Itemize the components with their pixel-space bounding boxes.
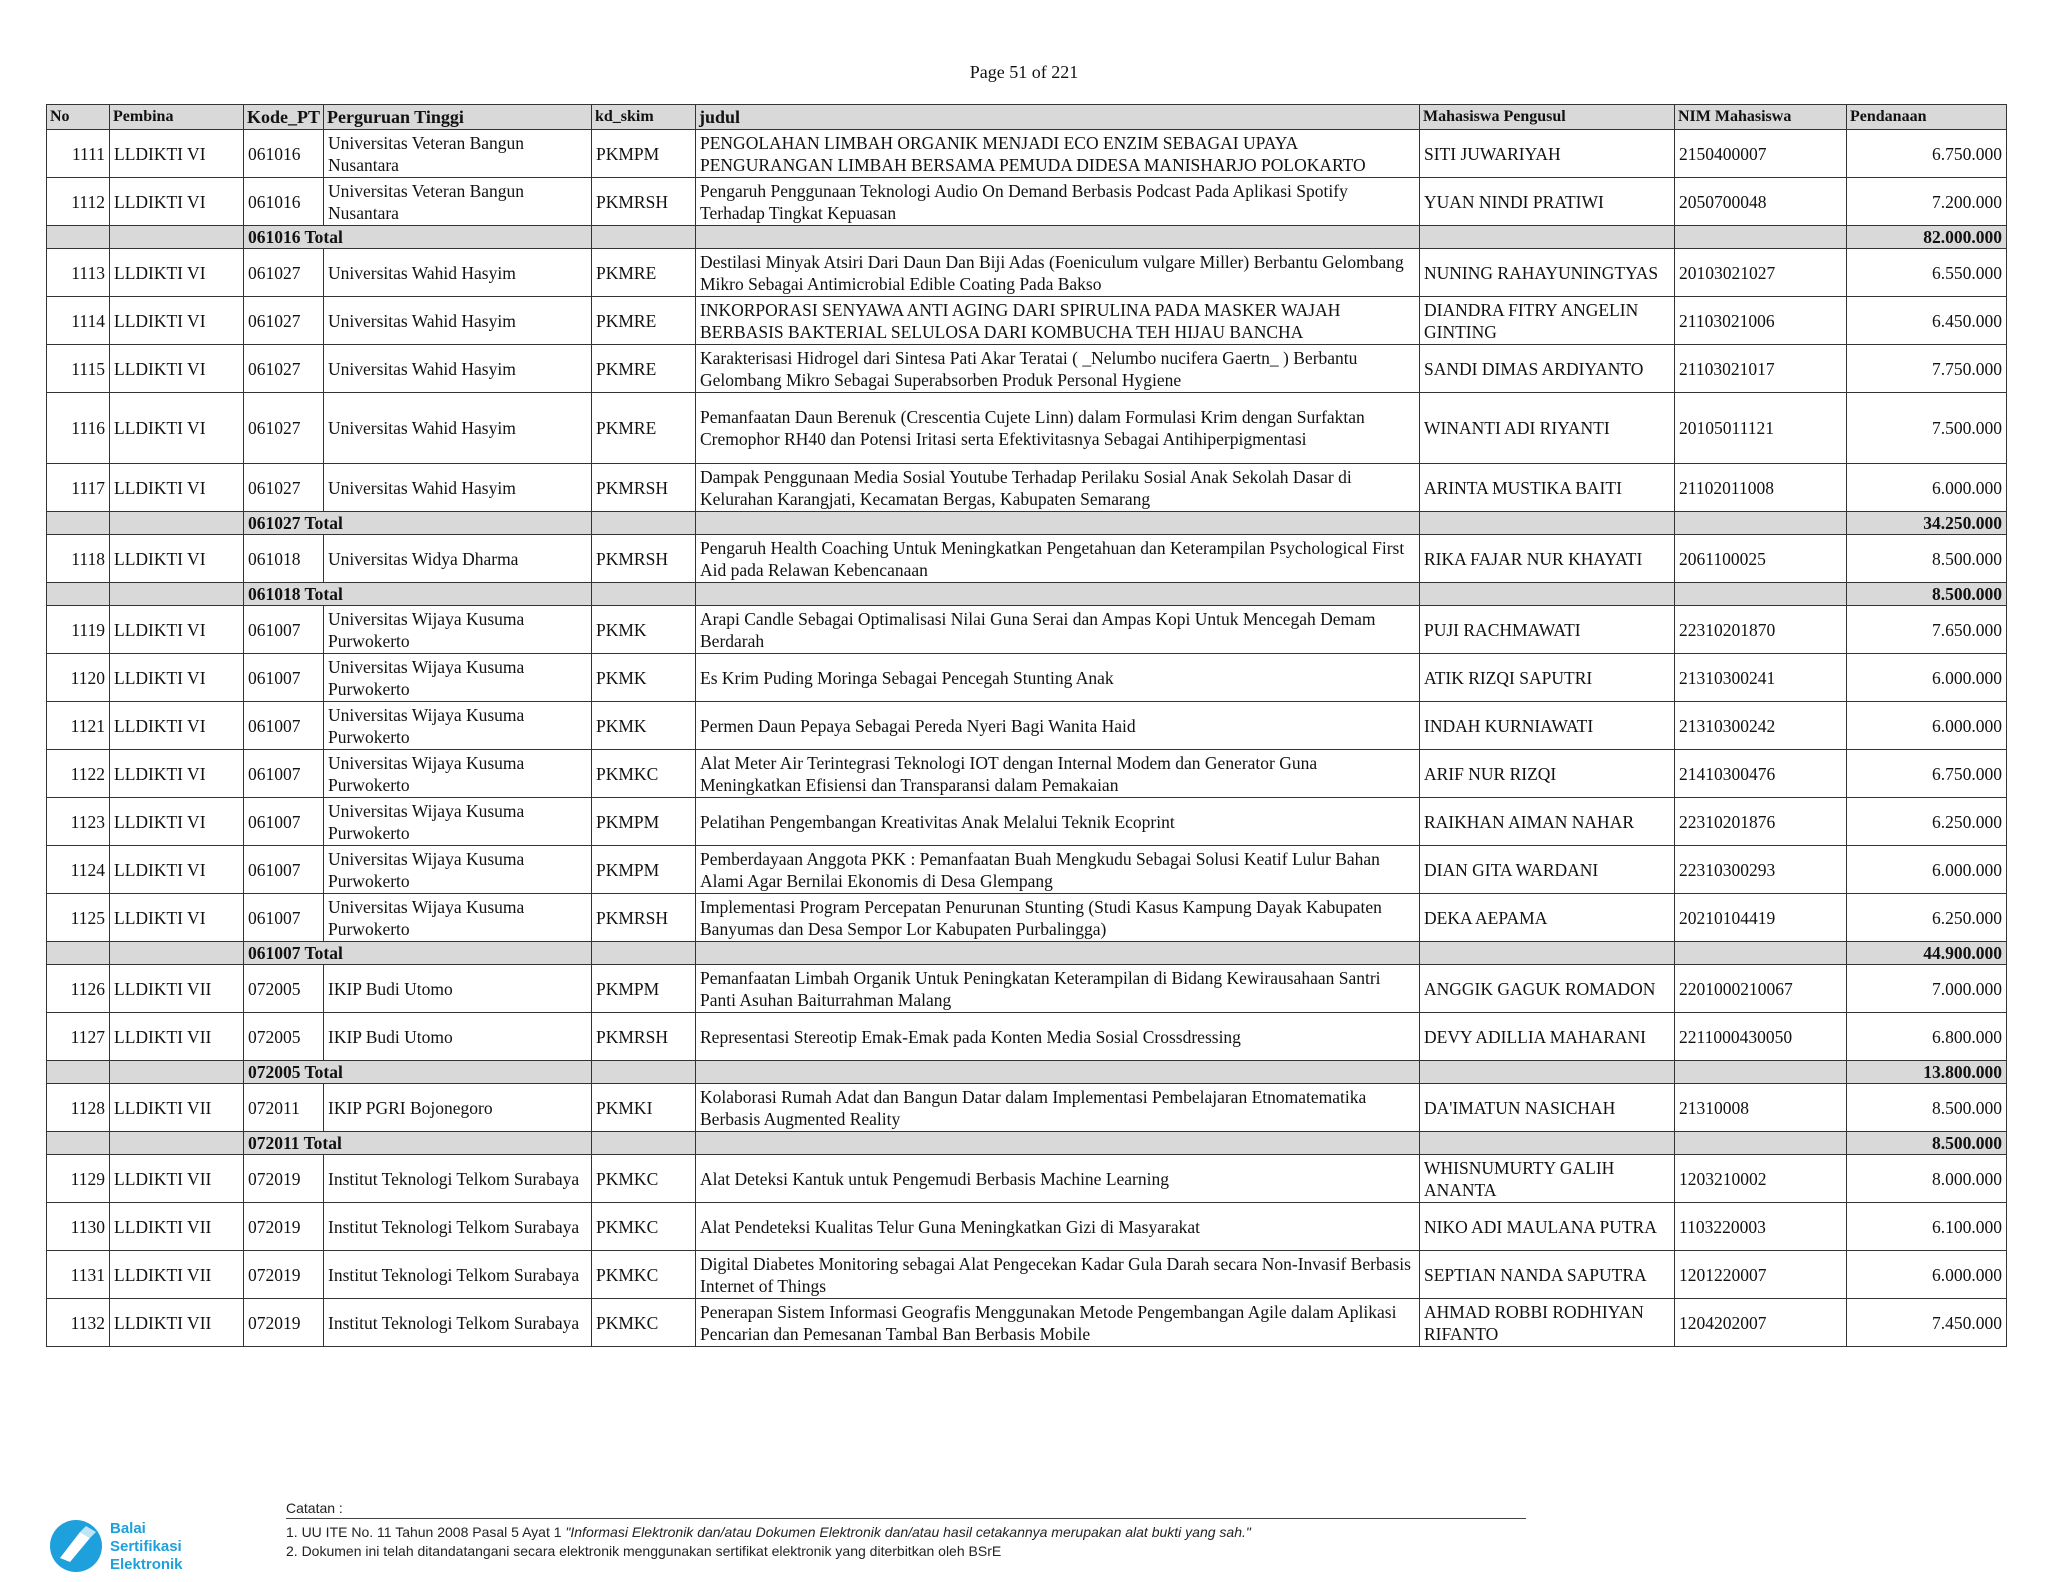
cell-mahasiswa: NUNING RAHAYUNINGTYAS <box>1420 249 1675 297</box>
cell-pembina: LLDIKTI VII <box>110 1251 244 1299</box>
cell-pendanaan: 6.100.000 <box>1847 1203 2007 1251</box>
cell-mahasiswa: ATIK RIZQI SAPUTRI <box>1420 654 1675 702</box>
cell-kode-pt: 061007 <box>244 798 324 846</box>
cell-empty <box>1420 226 1675 249</box>
cell-perguruan-tinggi: Universitas Wahid Hasyim <box>324 297 592 345</box>
cell-no: 1118 <box>47 535 110 583</box>
cell-judul: Es Krim Puding Moringa Sebagai Pencegah Stunting Anak <box>696 654 1420 702</box>
subtotal-label: 061018 Total <box>244 583 592 606</box>
cell-kd-skim: PKMKC <box>592 1251 696 1299</box>
cell-perguruan-tinggi: Universitas Wijaya Kusuma Purwokerto <box>324 894 592 942</box>
cell-empty <box>696 512 1420 535</box>
cell-judul: Pelatihan Pengembangan Kreativitas Anak Melalui Teknik Ecoprint <box>696 798 1420 846</box>
table-row <box>47 130 2007 178</box>
subtotal-label: 072011 Total <box>244 1132 592 1155</box>
cell-pembina: LLDIKTI VI <box>110 798 244 846</box>
cell-perguruan-tinggi: Universitas Wijaya Kusuma Purwokerto <box>324 606 592 654</box>
table-row <box>47 1251 2007 1299</box>
cell-pendanaan: 7.650.000 <box>1847 606 2007 654</box>
cell-judul: Representasi Stereotip Emak-Emak pada Konten Media Sosial Crossdressing <box>696 1013 1420 1061</box>
subtotal-label: 061007 Total <box>244 942 592 965</box>
cell-pembina: LLDIKTI VI <box>110 178 244 226</box>
cell-no: 1123 <box>47 798 110 846</box>
cell-empty <box>110 1061 244 1084</box>
subtotal-row <box>47 226 2007 249</box>
subtotal-amount: 8.500.000 <box>1847 1132 2007 1155</box>
cell-perguruan-tinggi: Universitas Wijaya Kusuma Purwokerto <box>324 750 592 798</box>
table-row <box>47 1203 2007 1251</box>
cell-pembina: LLDIKTI VI <box>110 702 244 750</box>
cell-nim: 22310300293 <box>1675 846 1847 894</box>
cell-empty <box>1675 226 1847 249</box>
cell-judul: INKORPORASI SENYAWA ANTI AGING DARI SPIRULINA PADA MASKER WAJAH BERBASIS BAKTERIAL SELULOSA DARI KOMBUCHA TEH HIJAU BANCHA <box>696 297 1420 345</box>
cell-pendanaan: 7.000.000 <box>1847 965 2007 1013</box>
cell-nim: 20210104419 <box>1675 894 1847 942</box>
cell-empty <box>47 583 110 606</box>
subtotal-label: 061027 Total <box>244 512 592 535</box>
cell-empty <box>1420 1061 1675 1084</box>
cell-kode-pt: 072011 <box>244 1084 324 1132</box>
subtotal-amount: 13.800.000 <box>1847 1061 2007 1084</box>
cell-pendanaan: 6.000.000 <box>1847 1251 2007 1299</box>
cell-perguruan-tinggi: Universitas Veteran Bangun Nusantara <box>324 130 592 178</box>
cell-mahasiswa: DA'IMATUN NASICHAH <box>1420 1084 1675 1132</box>
cell-kode-pt: 061007 <box>244 750 324 798</box>
cell-kode-pt: 061007 <box>244 606 324 654</box>
cell-empty <box>696 583 1420 606</box>
cell-no: 1124 <box>47 846 110 894</box>
cell-empty <box>1420 942 1675 965</box>
cell-no: 1128 <box>47 1084 110 1132</box>
cell-kode-pt: 061016 <box>244 130 324 178</box>
cell-empty <box>110 583 244 606</box>
cell-no: 1114 <box>47 297 110 345</box>
cell-kd-skim: PKMKC <box>592 750 696 798</box>
cell-kode-pt: 061027 <box>244 297 324 345</box>
table-row <box>47 1299 2007 1347</box>
cell-judul: Pemberdayaan Anggota PKK : Pemanfaatan Buah Mengkudu Sebagai Solusi Keatif Lulur Bahan Alami Agar Bernilai Ekonomis di Desa Glempang <box>696 846 1420 894</box>
subtotal-row <box>47 583 2007 606</box>
cell-judul: Pemanfaatan Limbah Organik Untuk Peningkatan Keterampilan di Bidang Kewirausahaan Santri Panti Asuhan Baiturrahman Malang <box>696 965 1420 1013</box>
cell-mahasiswa: ARIF NUR RIZQI <box>1420 750 1675 798</box>
table-row <box>47 606 2007 654</box>
cell-empty <box>47 1132 110 1155</box>
cell-pembina: LLDIKTI VI <box>110 654 244 702</box>
pen-nib-icon <box>50 1520 102 1572</box>
cell-nim: 21310300242 <box>1675 702 1847 750</box>
cell-empty <box>1420 1132 1675 1155</box>
cell-pendanaan: 6.000.000 <box>1847 846 2007 894</box>
cell-nim: 21103021006 <box>1675 297 1847 345</box>
cell-mahasiswa: WINANTI ADI RIYANTI <box>1420 393 1675 464</box>
cell-perguruan-tinggi: Universitas Wijaya Kusuma Purwokerto <box>324 846 592 894</box>
cell-empty <box>1675 1132 1847 1155</box>
cell-empty <box>110 512 244 535</box>
table-row <box>47 654 2007 702</box>
table-header-row <box>47 105 2007 130</box>
cell-nim: 20103021027 <box>1675 249 1847 297</box>
notes-heading: Catatan : <box>286 1500 1526 1519</box>
cell-perguruan-tinggi: IKIP Budi Utomo <box>324 1013 592 1061</box>
cell-pembina: LLDIKTI VI <box>110 393 244 464</box>
subtotal-amount: 34.250.000 <box>1847 512 2007 535</box>
cell-kode-pt: 061018 <box>244 535 324 583</box>
table-row <box>47 345 2007 393</box>
page-number: Page 51 of 221 <box>969 62 1079 82</box>
table-row <box>47 535 2007 583</box>
cell-kd-skim: PKMRSH <box>592 1013 696 1061</box>
cell-pembina: LLDIKTI VI <box>110 894 244 942</box>
cell-kd-skim: PKMRSH <box>592 178 696 226</box>
cell-kode-pt: 061007 <box>244 894 324 942</box>
cell-mahasiswa: SEPTIAN NANDA SAPUTRA <box>1420 1251 1675 1299</box>
cell-no: 1129 <box>47 1155 110 1203</box>
cell-perguruan-tinggi: Universitas Wahid Hasyim <box>324 393 592 464</box>
cell-pembina: LLDIKTI VI <box>110 535 244 583</box>
cell-pembina: LLDIKTI VI <box>110 750 244 798</box>
cell-kd-skim: PKMKI <box>592 1084 696 1132</box>
cell-empty <box>696 942 1420 965</box>
table-row <box>47 1013 2007 1061</box>
cell-judul: Pemanfaatan Daun Berenuk (Crescentia Cujete Linn) dalam Formulasi Krim dengan Surfaktan Cremophor RH40 dan Potensi Iritasi serta Efektivitasnya Sebagai Antihiperpigmentasi <box>696 393 1420 464</box>
cell-pendanaan: 6.750.000 <box>1847 750 2007 798</box>
logo-line-3: Elektronik <box>110 1556 183 1573</box>
bsre-logo <box>46 1514 246 1574</box>
cell-kode-pt: 072019 <box>244 1155 324 1203</box>
cell-pembina: LLDIKTI VI <box>110 606 244 654</box>
cell-nim: 2150400007 <box>1675 130 1847 178</box>
cell-kode-pt: 072019 <box>244 1251 324 1299</box>
data-table <box>46 104 2007 1347</box>
note-2: 2. Dokumen ini telah ditandatangani secara elektronik menggunakan sertifikat elektronik yang diterbitkan oleh BSrE <box>286 1543 1002 1559</box>
subtotal-row <box>47 1061 2007 1084</box>
col-header-kode-pt: Kode_PT <box>244 105 324 130</box>
cell-mahasiswa: SANDI DIMAS ARDIYANTO <box>1420 345 1675 393</box>
cell-pendanaan: 8.000.000 <box>1847 1155 2007 1203</box>
cell-pembina: LLDIKTI VI <box>110 846 244 894</box>
cell-empty <box>1420 583 1675 606</box>
cell-empty <box>592 1061 696 1084</box>
cell-kd-skim: PKMKC <box>592 1203 696 1251</box>
cell-nim: 2201000210067 <box>1675 965 1847 1013</box>
cell-nim: 21410300476 <box>1675 750 1847 798</box>
cell-judul: PENGOLAHAN LIMBAH ORGANIK MENJADI ECO ENZIM SEBAGAI UPAYA PENGURANGAN LIMBAH BERSAMA PEMUDA DIDESA MANISHARJO POLOKARTO <box>696 130 1420 178</box>
cell-no: 1130 <box>47 1203 110 1251</box>
cell-judul: Dampak Penggunaan Media Sosial Youtube Terhadap Perilaku Sosial Anak Sekolah Dasar di Kelurahan Karangjati, Kecamatan Bergas, Kabupaten Semarang <box>696 464 1420 512</box>
table-row <box>47 702 2007 750</box>
cell-judul: Permen Daun Pepaya Sebagai Pereda Nyeri Bagi Wanita Haid <box>696 702 1420 750</box>
cell-empty <box>592 942 696 965</box>
cell-no: 1122 <box>47 750 110 798</box>
cell-judul: Karakterisasi Hidrogel dari Sintesa Pati Akar Teratai ( _Nelumbo nucifera Gaertn_ ) Berbantu Gelombang Mikro Sebagai Superabsorben Produk Personal Hygiene <box>696 345 1420 393</box>
cell-pendanaan: 6.250.000 <box>1847 894 2007 942</box>
cell-kode-pt: 061027 <box>244 249 324 297</box>
subtotal-amount: 82.000.000 <box>1847 226 2007 249</box>
cell-kd-skim: PKMK <box>592 606 696 654</box>
subtotal-row <box>47 1132 2007 1155</box>
cell-pendanaan: 8.500.000 <box>1847 535 2007 583</box>
cell-kode-pt: 061007 <box>244 702 324 750</box>
cell-pembina: LLDIKTI VI <box>110 345 244 393</box>
table-row <box>47 393 2007 464</box>
cell-mahasiswa: RAIKHAN AIMAN NAHAR <box>1420 798 1675 846</box>
cell-kd-skim: PKMRE <box>592 393 696 464</box>
cell-empty <box>696 1061 1420 1084</box>
cell-kd-skim: PKMRSH <box>592 464 696 512</box>
cell-kd-skim: PKMRE <box>592 297 696 345</box>
cell-empty <box>592 226 696 249</box>
table-row <box>47 750 2007 798</box>
cell-kode-pt: 072005 <box>244 1013 324 1061</box>
col-header-pembina: Pembina <box>110 105 244 130</box>
cell-kd-skim: PKMK <box>592 702 696 750</box>
cell-no: 1119 <box>47 606 110 654</box>
cell-empty <box>696 1132 1420 1155</box>
cell-no: 1121 <box>47 702 110 750</box>
cell-pendanaan: 7.200.000 <box>1847 178 2007 226</box>
cell-nim: 2061100025 <box>1675 535 1847 583</box>
cell-perguruan-tinggi: Institut Teknologi Telkom Surabaya <box>324 1251 592 1299</box>
cell-perguruan-tinggi: Institut Teknologi Telkom Surabaya <box>324 1155 592 1203</box>
table-row <box>47 1084 2007 1132</box>
cell-perguruan-tinggi: Universitas Wahid Hasyim <box>324 249 592 297</box>
cell-judul: Destilasi Minyak Atsiri Dari Daun Dan Biji Adas (Foeniculum vulgare Miller) Berbantu Gelombang Mikro Sebagai Antimicrobial Edible Coating Pada Bakso <box>696 249 1420 297</box>
cell-mahasiswa: ARINTA MUSTIKA BAITI <box>1420 464 1675 512</box>
cell-pembina: LLDIKTI VII <box>110 965 244 1013</box>
cell-mahasiswa: INDAH KURNIAWATI <box>1420 702 1675 750</box>
note-1 <box>286 1523 1526 1542</box>
col-header-nim: NIM Mahasiswa <box>1675 105 1847 130</box>
cell-no: 1131 <box>47 1251 110 1299</box>
cell-empty <box>110 942 244 965</box>
cell-judul: Implementasi Program Percepatan Penurunan Stunting (Studi Kasus Kampung Dayak Kabupaten Banyumas dan Desa Sempor Lor Kabupaten Purbalingga) <box>696 894 1420 942</box>
cell-kd-skim: PKMRE <box>592 249 696 297</box>
cell-mahasiswa: RIKA FAJAR NUR KHAYATI <box>1420 535 1675 583</box>
cell-empty <box>592 512 696 535</box>
cell-mahasiswa: NIKO ADI MAULANA PUTRA <box>1420 1203 1675 1251</box>
cell-kode-pt: 061027 <box>244 345 324 393</box>
cell-kode-pt: 072019 <box>244 1299 324 1347</box>
subtotal-amount: 8.500.000 <box>1847 583 2007 606</box>
cell-pendanaan: 7.450.000 <box>1847 1299 2007 1347</box>
cell-judul: Alat Meter Air Terintegrasi Teknologi IOT dengan Internal Modem dan Generator Guna Meningkatkan Efisiensi dan Transparansi dalam Pemakaian <box>696 750 1420 798</box>
cell-pendanaan: 8.500.000 <box>1847 1084 2007 1132</box>
cell-empty <box>1675 1061 1847 1084</box>
col-header-judul: judul <box>696 105 1420 130</box>
cell-empty <box>1675 583 1847 606</box>
cell-mahasiswa: DEKA AEPAMA <box>1420 894 1675 942</box>
cell-pembina: LLDIKTI VII <box>110 1203 244 1251</box>
cell-pembina: LLDIKTI VII <box>110 1155 244 1203</box>
cell-no: 1132 <box>47 1299 110 1347</box>
cell-kode-pt: 072019 <box>244 1203 324 1251</box>
cell-no: 1113 <box>47 249 110 297</box>
cell-kd-skim: PKMPM <box>592 130 696 178</box>
cell-no: 1126 <box>47 965 110 1013</box>
cell-kode-pt: 061007 <box>244 654 324 702</box>
cell-empty <box>47 226 110 249</box>
subtotal-label: 061016 Total <box>244 226 592 249</box>
cell-no: 1125 <box>47 894 110 942</box>
cell-nim: 1203210002 <box>1675 1155 1847 1203</box>
cell-mahasiswa: YUAN NINDI PRATIWI <box>1420 178 1675 226</box>
cell-nim: 21310008 <box>1675 1084 1847 1132</box>
cell-kode-pt: 072005 <box>244 965 324 1013</box>
col-header-kd-skim: kd_skim <box>592 105 696 130</box>
cell-pembina: LLDIKTI VII <box>110 1299 244 1347</box>
cell-nim: 22310201870 <box>1675 606 1847 654</box>
cell-nim: 21102011008 <box>1675 464 1847 512</box>
cell-mahasiswa: AHMAD ROBBI RODHIYAN RIFANTO <box>1420 1299 1675 1347</box>
cell-kode-pt: 061027 <box>244 464 324 512</box>
footer <box>46 1500 1646 1580</box>
cell-perguruan-tinggi: Universitas Veteran Bangun Nusantara <box>324 178 592 226</box>
logo-line-2: Sertifikasi <box>110 1538 182 1555</box>
table-row <box>47 1155 2007 1203</box>
cell-no: 1111 <box>47 130 110 178</box>
cell-perguruan-tinggi: Universitas Wijaya Kusuma Purwokerto <box>324 654 592 702</box>
cell-perguruan-tinggi: Institut Teknologi Telkom Surabaya <box>324 1299 592 1347</box>
cell-judul: Arapi Candle Sebagai Optimalisasi Nilai Guna Serai dan Ampas Kopi Untuk Mencegah Demam Berdarah <box>696 606 1420 654</box>
table-row <box>47 965 2007 1013</box>
cell-pembina: LLDIKTI VII <box>110 1084 244 1132</box>
cell-pendanaan: 6.750.000 <box>1847 130 2007 178</box>
col-header-mahasiswa: Mahasiswa Pengusul <box>1420 105 1675 130</box>
cell-no: 1120 <box>47 654 110 702</box>
cell-judul: Alat Pendeteksi Kualitas Telur Guna Meningkatkan Gizi di Masyarakat <box>696 1203 1420 1251</box>
cell-mahasiswa: DEVY ADILLIA MAHARANI <box>1420 1013 1675 1061</box>
note-1-prefix: 1. UU ITE No. 11 Tahun 2008 Pasal 5 Ayat 1 <box>286 1524 566 1540</box>
cell-perguruan-tinggi: Institut Teknologi Telkom Surabaya <box>324 1203 592 1251</box>
cell-judul: Digital Diabetes Monitoring sebagai Alat Pengecekan Kadar Gula Darah secara Non-Invasif Berbasis Internet of Things <box>696 1251 1420 1299</box>
table-row <box>47 464 2007 512</box>
logo-line-1: Balai <box>110 1520 146 1537</box>
cell-empty <box>110 226 244 249</box>
cell-empty <box>592 583 696 606</box>
cell-pembina: LLDIKTI VI <box>110 464 244 512</box>
col-header-pendanaan: Pendanaan <box>1847 105 2007 130</box>
cell-kd-skim: PKMKC <box>592 1299 696 1347</box>
subtotal-row <box>47 512 2007 535</box>
cell-pendanaan: 6.250.000 <box>1847 798 2007 846</box>
cell-kd-skim: PKMRSH <box>592 894 696 942</box>
cell-mahasiswa: WHISNUMURTY GALIH ANANTA <box>1420 1155 1675 1203</box>
cell-empty <box>47 512 110 535</box>
table-row <box>47 846 2007 894</box>
cell-judul: Pengaruh Penggunaan Teknologi Audio On Demand Berbasis Podcast Pada Aplikasi Spotify Terhadap Tingkat Kepuasan <box>696 178 1420 226</box>
cell-kd-skim: PKMPM <box>592 965 696 1013</box>
col-header-perguruan-tinggi: Perguruan Tinggi <box>324 105 592 130</box>
cell-nim: 2211000430050 <box>1675 1013 1847 1061</box>
notes <box>286 1500 1526 1561</box>
cell-pembina: LLDIKTI VI <box>110 297 244 345</box>
cell-mahasiswa: PUJI RACHMAWATI <box>1420 606 1675 654</box>
cell-pembina: LLDIKTI VI <box>110 249 244 297</box>
cell-judul: Alat Deteksi Kantuk untuk Pengemudi Berbasis Machine Learning <box>696 1155 1420 1203</box>
cell-kd-skim: PKMKC <box>592 1155 696 1203</box>
cell-judul: Penerapan Sistem Informasi Geografis Menggunakan Metode Pengembangan Agile dalam Aplikasi Pencarian dan Pemesanan Tambal Ban Berbasis Mobile <box>696 1299 1420 1347</box>
subtotal-amount: 44.900.000 <box>1847 942 2007 965</box>
cell-mahasiswa: DIANDRA FITRY ANGELIN GINTING <box>1420 297 1675 345</box>
col-header-no: No <box>47 105 110 130</box>
cell-kd-skim: PKMRSH <box>592 535 696 583</box>
cell-kode-pt: 061016 <box>244 178 324 226</box>
cell-kd-skim: PKMK <box>592 654 696 702</box>
cell-nim: 22310201876 <box>1675 798 1847 846</box>
cell-kd-skim: PKMPM <box>592 846 696 894</box>
table-row <box>47 798 2007 846</box>
cell-empty <box>696 226 1420 249</box>
cell-pendanaan: 7.500.000 <box>1847 393 2007 464</box>
cell-pendanaan: 6.000.000 <box>1847 464 2007 512</box>
cell-nim: 21310300241 <box>1675 654 1847 702</box>
cell-nim: 20105011121 <box>1675 393 1847 464</box>
subtotal-label: 072005 Total <box>244 1061 592 1084</box>
cell-kode-pt: 061027 <box>244 393 324 464</box>
cell-nim: 2050700048 <box>1675 178 1847 226</box>
cell-mahasiswa: SITI JUWARIYAH <box>1420 130 1675 178</box>
cell-no: 1117 <box>47 464 110 512</box>
cell-pendanaan: 6.800.000 <box>1847 1013 2007 1061</box>
table-row <box>47 894 2007 942</box>
cell-pendanaan: 6.000.000 <box>1847 702 2007 750</box>
cell-empty <box>47 1061 110 1084</box>
cell-perguruan-tinggi: IKIP Budi Utomo <box>324 965 592 1013</box>
cell-empty <box>47 942 110 965</box>
cell-nim: 21103021017 <box>1675 345 1847 393</box>
cell-no: 1127 <box>47 1013 110 1061</box>
cell-pembina: LLDIKTI VII <box>110 1013 244 1061</box>
cell-pendanaan: 6.450.000 <box>1847 297 2007 345</box>
cell-judul: Kolaborasi Rumah Adat dan Bangun Datar dalam Implementasi Pembelajaran Etnomatematika Berbasis Augmented Reality <box>696 1084 1420 1132</box>
cell-empty <box>592 1132 696 1155</box>
cell-nim: 1204202007 <box>1675 1299 1847 1347</box>
cell-perguruan-tinggi: Universitas Widya Dharma <box>324 535 592 583</box>
table-row <box>47 297 2007 345</box>
cell-perguruan-tinggi: IKIP PGRI Bojonegoro <box>324 1084 592 1132</box>
cell-no: 1115 <box>47 345 110 393</box>
cell-pembina: LLDIKTI VI <box>110 130 244 178</box>
table-row <box>47 249 2007 297</box>
cell-kd-skim: PKMRE <box>592 345 696 393</box>
cell-kd-skim: PKMPM <box>592 798 696 846</box>
cell-mahasiswa: DIAN GITA WARDANI <box>1420 846 1675 894</box>
cell-empty <box>1675 942 1847 965</box>
cell-perguruan-tinggi: Universitas Wijaya Kusuma Purwokerto <box>324 798 592 846</box>
cell-pendanaan: 7.750.000 <box>1847 345 2007 393</box>
cell-empty <box>110 1132 244 1155</box>
cell-perguruan-tinggi: Universitas Wahid Hasyim <box>324 464 592 512</box>
cell-no: 1116 <box>47 393 110 464</box>
cell-nim: 1103220003 <box>1675 1203 1847 1251</box>
note-1-quote: "Informasi Elektronik dan/atau Dokumen Elektronik dan/atau hasil cetakannya merupakan alat bukti yang sah." <box>565 1524 1251 1540</box>
table-row <box>47 178 2007 226</box>
cell-pendanaan: 6.000.000 <box>1847 654 2007 702</box>
cell-mahasiswa: ANGGIK GAGUK ROMADON <box>1420 965 1675 1013</box>
cell-judul: Pengaruh Health Coaching Untuk Meningkatkan Pengetahuan dan Keterampilan Psychological First Aid pada Relawan Kebencanaan <box>696 535 1420 583</box>
cell-kode-pt: 061007 <box>244 846 324 894</box>
cell-empty <box>1420 512 1675 535</box>
cell-nim: 1201220007 <box>1675 1251 1847 1299</box>
cell-pendanaan: 6.550.000 <box>1847 249 2007 297</box>
cell-no: 1112 <box>47 178 110 226</box>
cell-perguruan-tinggi: Universitas Wijaya Kusuma Purwokerto <box>324 702 592 750</box>
cell-empty <box>1675 512 1847 535</box>
subtotal-row <box>47 942 2007 965</box>
cell-perguruan-tinggi: Universitas Wahid Hasyim <box>324 345 592 393</box>
